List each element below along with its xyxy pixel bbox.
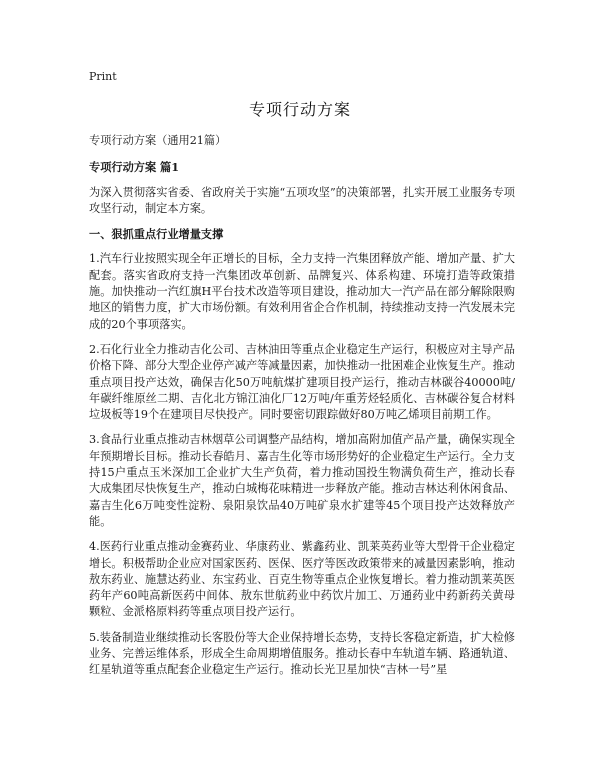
- paragraph-petrochemical: 2.石化行业全力推动吉化公司、吉林油田等重点企业稳定生产运行，积极应对主导产品价格下降、部分大型企业停产减产等减量因素，加快推动一批困难企业恢复生产。推动重点项目投产达效，确保吉化50万吨航煤扩建项目投产运行，推动吉林碳谷40000吨/年碳纤维原丝二期、吉化北方锦江油化厂12万吨/年重芳烃轻质化、吉林碳谷复合材料垃圾板等19个在建项目尽快投产。同时要密切跟踪做好80万吨乙烯项目前期工作。: [89, 342, 515, 422]
- document-body: [89, 133, 515, 679]
- section-heading: 一、狠抓重点行业增量支撑: [89, 227, 224, 242]
- page-title: 专项行动方案: [248, 100, 351, 119]
- paragraph-automotive: 1.汽车行业按照实现全年正增长的目标，全力支持一汽集团释放产能、增加产量、扩大配套。落实省政府支持一汽集团改革创新、品牌复兴、体系构建、环境打造等政策措施。加快推动一汽红旗H平台技术改造等项目建设，推动加大一汽产品在部分解除限购地区的销售力度，扩大市场份额。有效利用省企合作机制，持续推动支持一汽发展未完成的20个事项落实。: [89, 252, 515, 331]
- print-label: Print: [89, 70, 117, 83]
- paragraph-pharmaceutical: 4.医药行业重点推动金赛药业、华康药业、紫鑫药业、凯莱英药业等大型骨干企业稳定增长。积极帮助企业应对国家医药、医保、医疗等医改政策带来的减量因素影响，推动敖东药业、施慧达药业、东宝药业、百克生物等重点企业恢复增长。着力推动凯莱英医药年产60吨高新医药中间体、敖东世航药业中药饮片加工、万通药业中药新药关黄母颗粒、金派格原料药等重点项目投产运行。: [89, 540, 515, 619]
- article-heading: 专项行动方案 篇1: [89, 160, 179, 175]
- intro-paragraph: 为深入贯彻落实省委、省政府关于实施“五项攻坚”的决策部署，扎实开展工业服务专项攻坚行动，制定本方案。: [89, 185, 515, 215]
- document-subtitle: 专项行动方案（通用21篇）: [89, 134, 227, 147]
- paragraph-food: 3.食品行业重点推动吉林烟草公司调整产品结构，增加高附加值产品产量，确保实现全年预期增长目标。推动长春皓月、嘉吉生化等市场形势好的企业稳定生产运行。全力支持15户重点玉米深加工企业扩大生产负荷，着力推动国投生物满负荷生产，推动长春大成集团尽快恢复生产，推动白城梅花味精进一步释放产能。推动吉林达利休闲食品、嘉吉生化6万吨变性淀粉、泉阳泉饮品40万吨矿泉水扩建等45个项目投产达效释放产能。: [89, 433, 515, 528]
- paragraph-equipment: 5.装备制造业继续推动长客股份等大企业保持增长态势，支持长客稳定新造，扩大检修业务、完善运维体系，形成全生命周期增值服务。推动长春中车轨道车辆、路通轨道、红星轨道等重点配套企业稳定生产运行。推动长光卫星加快“吉林一号”星: [89, 630, 515, 677]
